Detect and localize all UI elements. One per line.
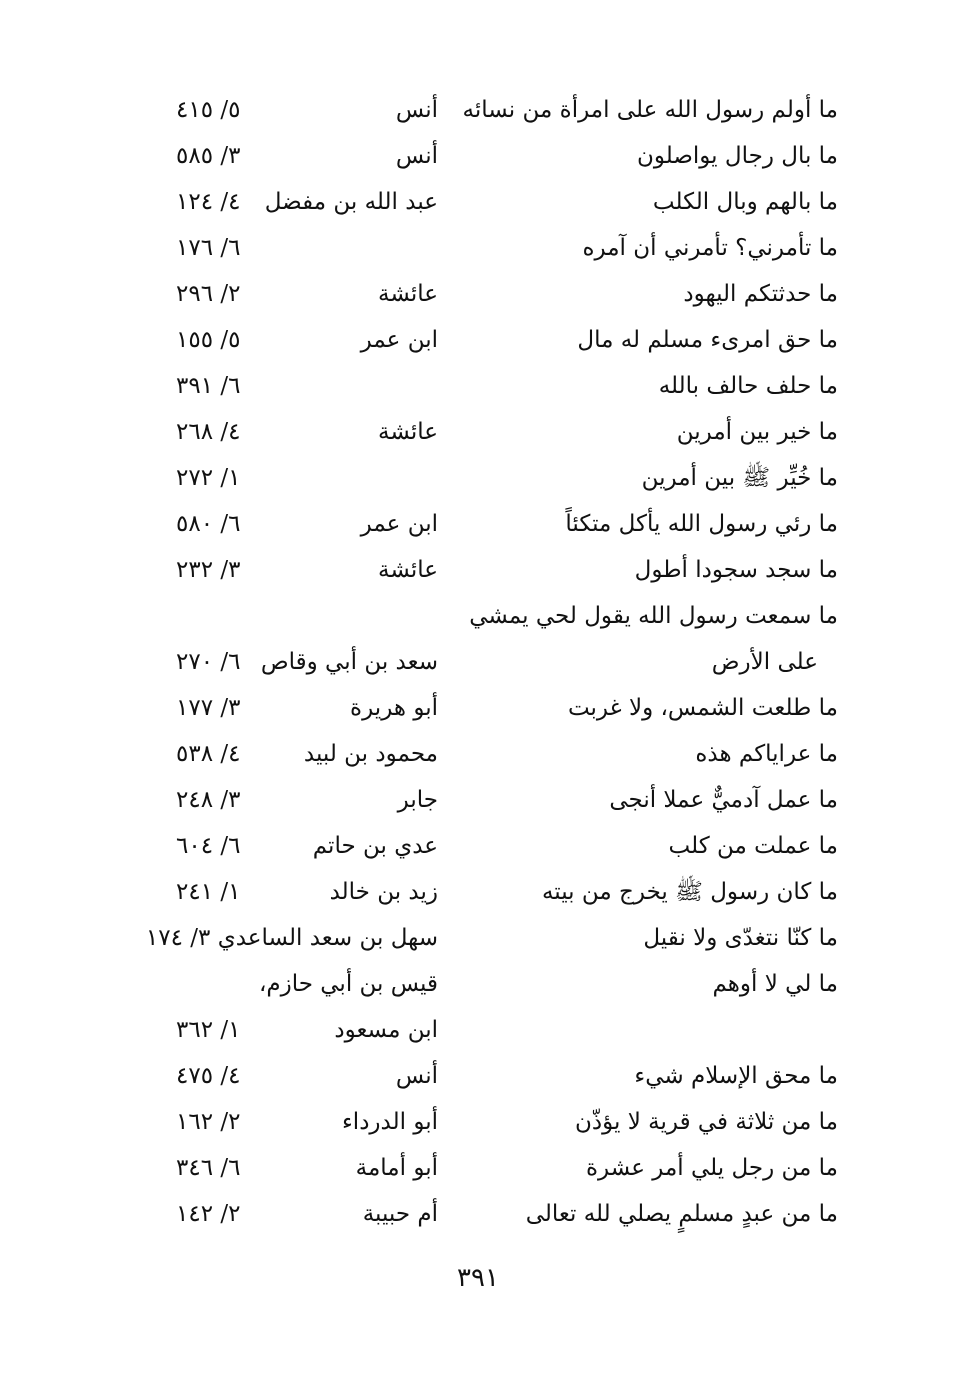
index-row: [0, 550, 956, 590]
volume-page-ref: ٦/ ٦٠٤: [176, 833, 241, 859]
hadith-text: ما محق الإسلام شيء: [634, 1063, 838, 1089]
index-row: [0, 1148, 956, 1188]
hadith-text: ما تأمرني؟ تأمرني أن آمره: [582, 235, 838, 261]
hadith-text: ما أولم رسول الله على امرأة من نسائه: [462, 97, 838, 123]
narrator: عدي بن حاتم: [312, 833, 438, 859]
hadith-text: ما خُيِّر ﷺ بين أمرين: [641, 465, 838, 491]
volume-page-ref: ٦/ ٣٩١: [176, 373, 241, 399]
volume-page-ref: ٥/ ٤١٥: [176, 97, 241, 123]
volume-page-ref: ٤/ ٤٧٥: [176, 1063, 241, 1089]
hadith-text: ما عراياكم هذه: [695, 741, 838, 767]
narrator: محمود بن لبيد: [303, 741, 438, 767]
hadith-text: ما بالهم وبال الكلب: [652, 189, 838, 215]
hadith-text: ما خير بين أمرين: [676, 419, 838, 445]
volume-page-ref: ٦/ ١٧٦: [176, 235, 241, 261]
volume-page-ref: ٥/ ١٥٥: [176, 327, 241, 353]
index-row: [0, 780, 956, 820]
volume-page-ref: ٣/ ٢٣٢: [176, 557, 241, 583]
index-row: [0, 458, 956, 498]
index-row: [0, 412, 956, 452]
index-row: [0, 688, 956, 728]
hadith-text: ما سمعت رسول الله يقول لحي يمشي: [469, 603, 838, 629]
volume-page-ref: ٣/ ١٧٧: [176, 695, 241, 721]
page-number: ٣٩١: [457, 1263, 499, 1293]
hadith-text: ما لي لا أوهم: [712, 971, 838, 997]
narrator: قيس بن أبي حازم،: [258, 971, 438, 997]
index-row: [0, 320, 956, 360]
index-row: [0, 642, 956, 682]
narrator: ابن مسعود: [334, 1017, 438, 1043]
hadith-text: ما من ثلاثة في قرية لا يؤذّن: [575, 1109, 838, 1135]
narrator: عائشة: [378, 419, 438, 445]
index-row: [0, 274, 956, 314]
index-row: [0, 1010, 956, 1050]
volume-page-ref: ٢/ ٢٩٦: [176, 281, 241, 307]
narrator: أنس: [395, 143, 438, 169]
volume-page-ref: ٢/ ١٤٢: [176, 1201, 241, 1227]
volume-page-ref: ٤/ ٥٣٨: [176, 741, 241, 767]
hadith-text: ما كنّا نتغدّى ولا نقيل: [643, 925, 838, 951]
index-row: [0, 366, 956, 406]
index-row: [0, 228, 956, 268]
index-row: [0, 1056, 956, 1096]
volume-page-ref: ١/ ٢٧٢: [176, 465, 241, 491]
narrator: أبو الدرداء: [341, 1109, 438, 1135]
hadith-text: ما من عبدٍ مسلمٍ يصلي لله تعالى: [525, 1201, 838, 1227]
hadith-text: ما طلعت الشمس، ولا غربت: [567, 695, 838, 721]
narrator-with-ref: سهل بن سعد الساعدي ٣/ ١٧٤: [145, 925, 438, 951]
volume-page-ref: ١/ ٣٦٢: [176, 1017, 241, 1043]
volume-page-ref: ٤/ ٢٦٨: [176, 419, 241, 445]
narrator: عائشة: [378, 281, 438, 307]
hadith-text: ما عمل آدميٌّ عملا أنجى: [609, 787, 838, 813]
narrator: ابن عمر: [360, 511, 438, 537]
hadith-text: ما من رجل يلي أمر عشرة: [585, 1155, 838, 1181]
index-row: [0, 504, 956, 544]
index-row: [0, 964, 956, 1004]
volume-page-ref: ٦/ ٥٨٠: [176, 511, 241, 537]
hadith-text: ما حلف حالف بالله: [658, 373, 838, 399]
hadith-text: ما حدثتكم اليهود: [683, 281, 838, 307]
narrator: عائشة: [378, 557, 438, 583]
narrator: أبو هريرة: [350, 695, 438, 721]
volume-page-ref: ٦/ ٢٧٠: [176, 649, 241, 675]
volume-page-ref: ٣/ ٥٨٥: [176, 143, 241, 169]
volume-page-ref: ٤/ ١٢٤: [176, 189, 241, 215]
narrator: ابن عمر: [360, 327, 438, 353]
index-row: [0, 182, 956, 222]
narrator: سعد بن أبي وقاص: [260, 649, 438, 675]
index-row: [0, 596, 956, 636]
hadith-text-continuation: على الأرض: [711, 649, 818, 675]
index-row: [0, 90, 956, 130]
hadith-text: ما سجد سجودا أطول: [634, 557, 838, 583]
index-row: [0, 872, 956, 912]
index-row: [0, 1194, 956, 1234]
hadith-text: ما بال رجال يواصلون: [636, 143, 838, 169]
volume-page-ref: ٦/ ٣٤٦: [176, 1155, 241, 1181]
index-row: [0, 918, 956, 958]
narrator: أنس: [395, 97, 438, 123]
index-row: [0, 136, 956, 176]
hadith-text: ما عملت من كلب: [668, 833, 838, 859]
volume-page-ref: ١/ ٢٤١: [176, 879, 241, 905]
volume-page-ref: ٢/ ١٦٢: [176, 1109, 241, 1135]
index-row: [0, 1102, 956, 1142]
narrator: زيد بن خالد: [329, 879, 438, 905]
narrator: أم حبيبة: [362, 1201, 438, 1227]
index-row: [0, 826, 956, 866]
index-row: [0, 734, 956, 774]
narrator: عبد الله بن مفضل: [264, 189, 438, 215]
narrator: جابر: [397, 787, 438, 813]
narrator: أبو أمامة: [355, 1155, 438, 1181]
narrator: أنس: [395, 1063, 438, 1089]
hadith-text: ما رئي رسول الله يأكل متكئاً: [565, 511, 838, 537]
volume-page-ref: ٣/ ٢٤٨: [176, 787, 241, 813]
hadith-text: ما حق امرىء مسلم له مال: [577, 327, 838, 353]
hadith-text: ما كان رسول ﷺ يخرج من بيته: [541, 879, 838, 905]
